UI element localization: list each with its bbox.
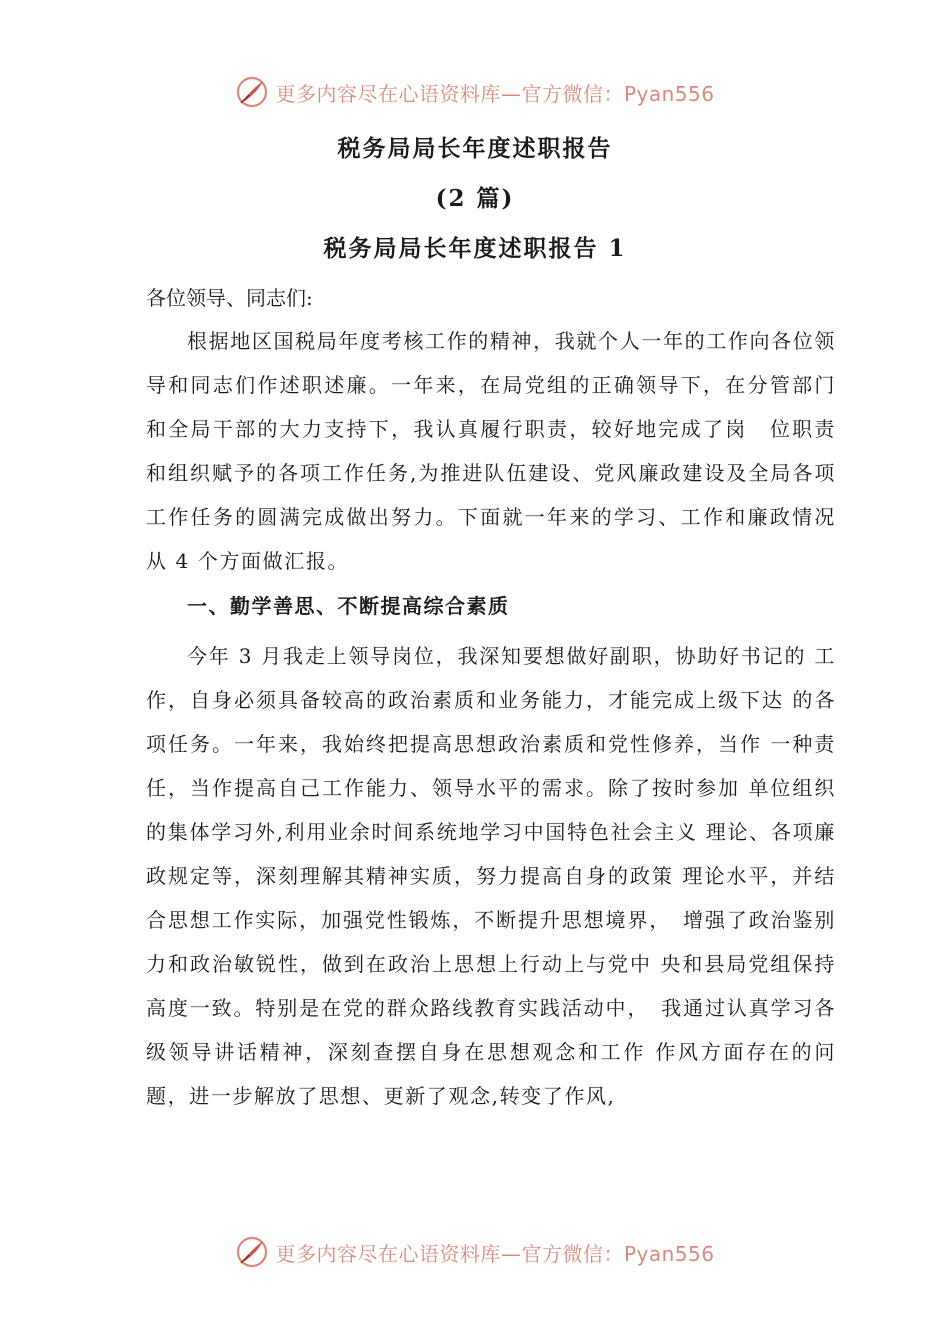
header-watermark	[0, 72, 950, 112]
watermark-text: 更多内容尽在心语资料库—官方微信：Pyan556	[275, 81, 715, 106]
body-paragraph-1: 根据地区国税局年度考核工作的精神，我就个人一年的工作向各位领导和同志们作述职述廉。一年来，在局党组的正确领导下，在分管部门和全局干部的大力支持下，我认真履行职责，较好地完成了岗 位职责和组织赋予的各项工作任务,为推进队伍建设、党风廉政建设及全局各项工作任务的圆满完成做出努力。下面就一年来的学习、工作和廉政情况从 4 个方面做汇报。	[146, 329, 836, 573]
feather-pen-logo-icon	[235, 1235, 269, 1269]
footer-watermark	[0, 1232, 950, 1272]
document-subtitle: (2 篇)	[435, 185, 515, 212]
section-title: 税务局局长年度述职报告 1	[323, 235, 627, 262]
salutation: 各位领导、同志们:	[146, 286, 313, 310]
feather-pen-logo-icon	[235, 75, 269, 109]
watermark-text: 更多内容尽在心语资料库—官方微信：Pyan556	[275, 1241, 715, 1266]
body-paragraph-2: 今年 3 月我走上领导岗位，我深知要想做好副职，协助好书记的 工作，自身必须具备较高的政治素质和业务能力，才能完成上级下达 的各项任务。一年来，我始终把提高思想政治素质和党性修养，当作 一种责任，当作提高自己工作能力、领导水平的需求。除了按时参加 单位组织的集体学习外,利用业余时间系统地学习中国特色社会主义 理论、各项廉政规定等，深刻理解其精神实质，努力提高自身的政策 理论水平，并结合思想工作实际，加强党性锻炼，不断提升思想境界， 增强了政治鉴别力和政治敏锐性，做到在政治上思想上行动上与党中 央和县局党组保持高度一致。特别是在党的群众路线教育实践活动中， 我通过认真学习各级领导讲话精神，深刻查摆自身在思想观念和工作 作风方面存在的问题，进一步解放了思想、更新了观念,转变了作风,	[146, 644, 836, 1108]
section-heading-1: 一、勤学善思、不断提高综合素质	[187, 594, 510, 618]
document-title: 税务局局长年度述职报告	[337, 135, 613, 162]
